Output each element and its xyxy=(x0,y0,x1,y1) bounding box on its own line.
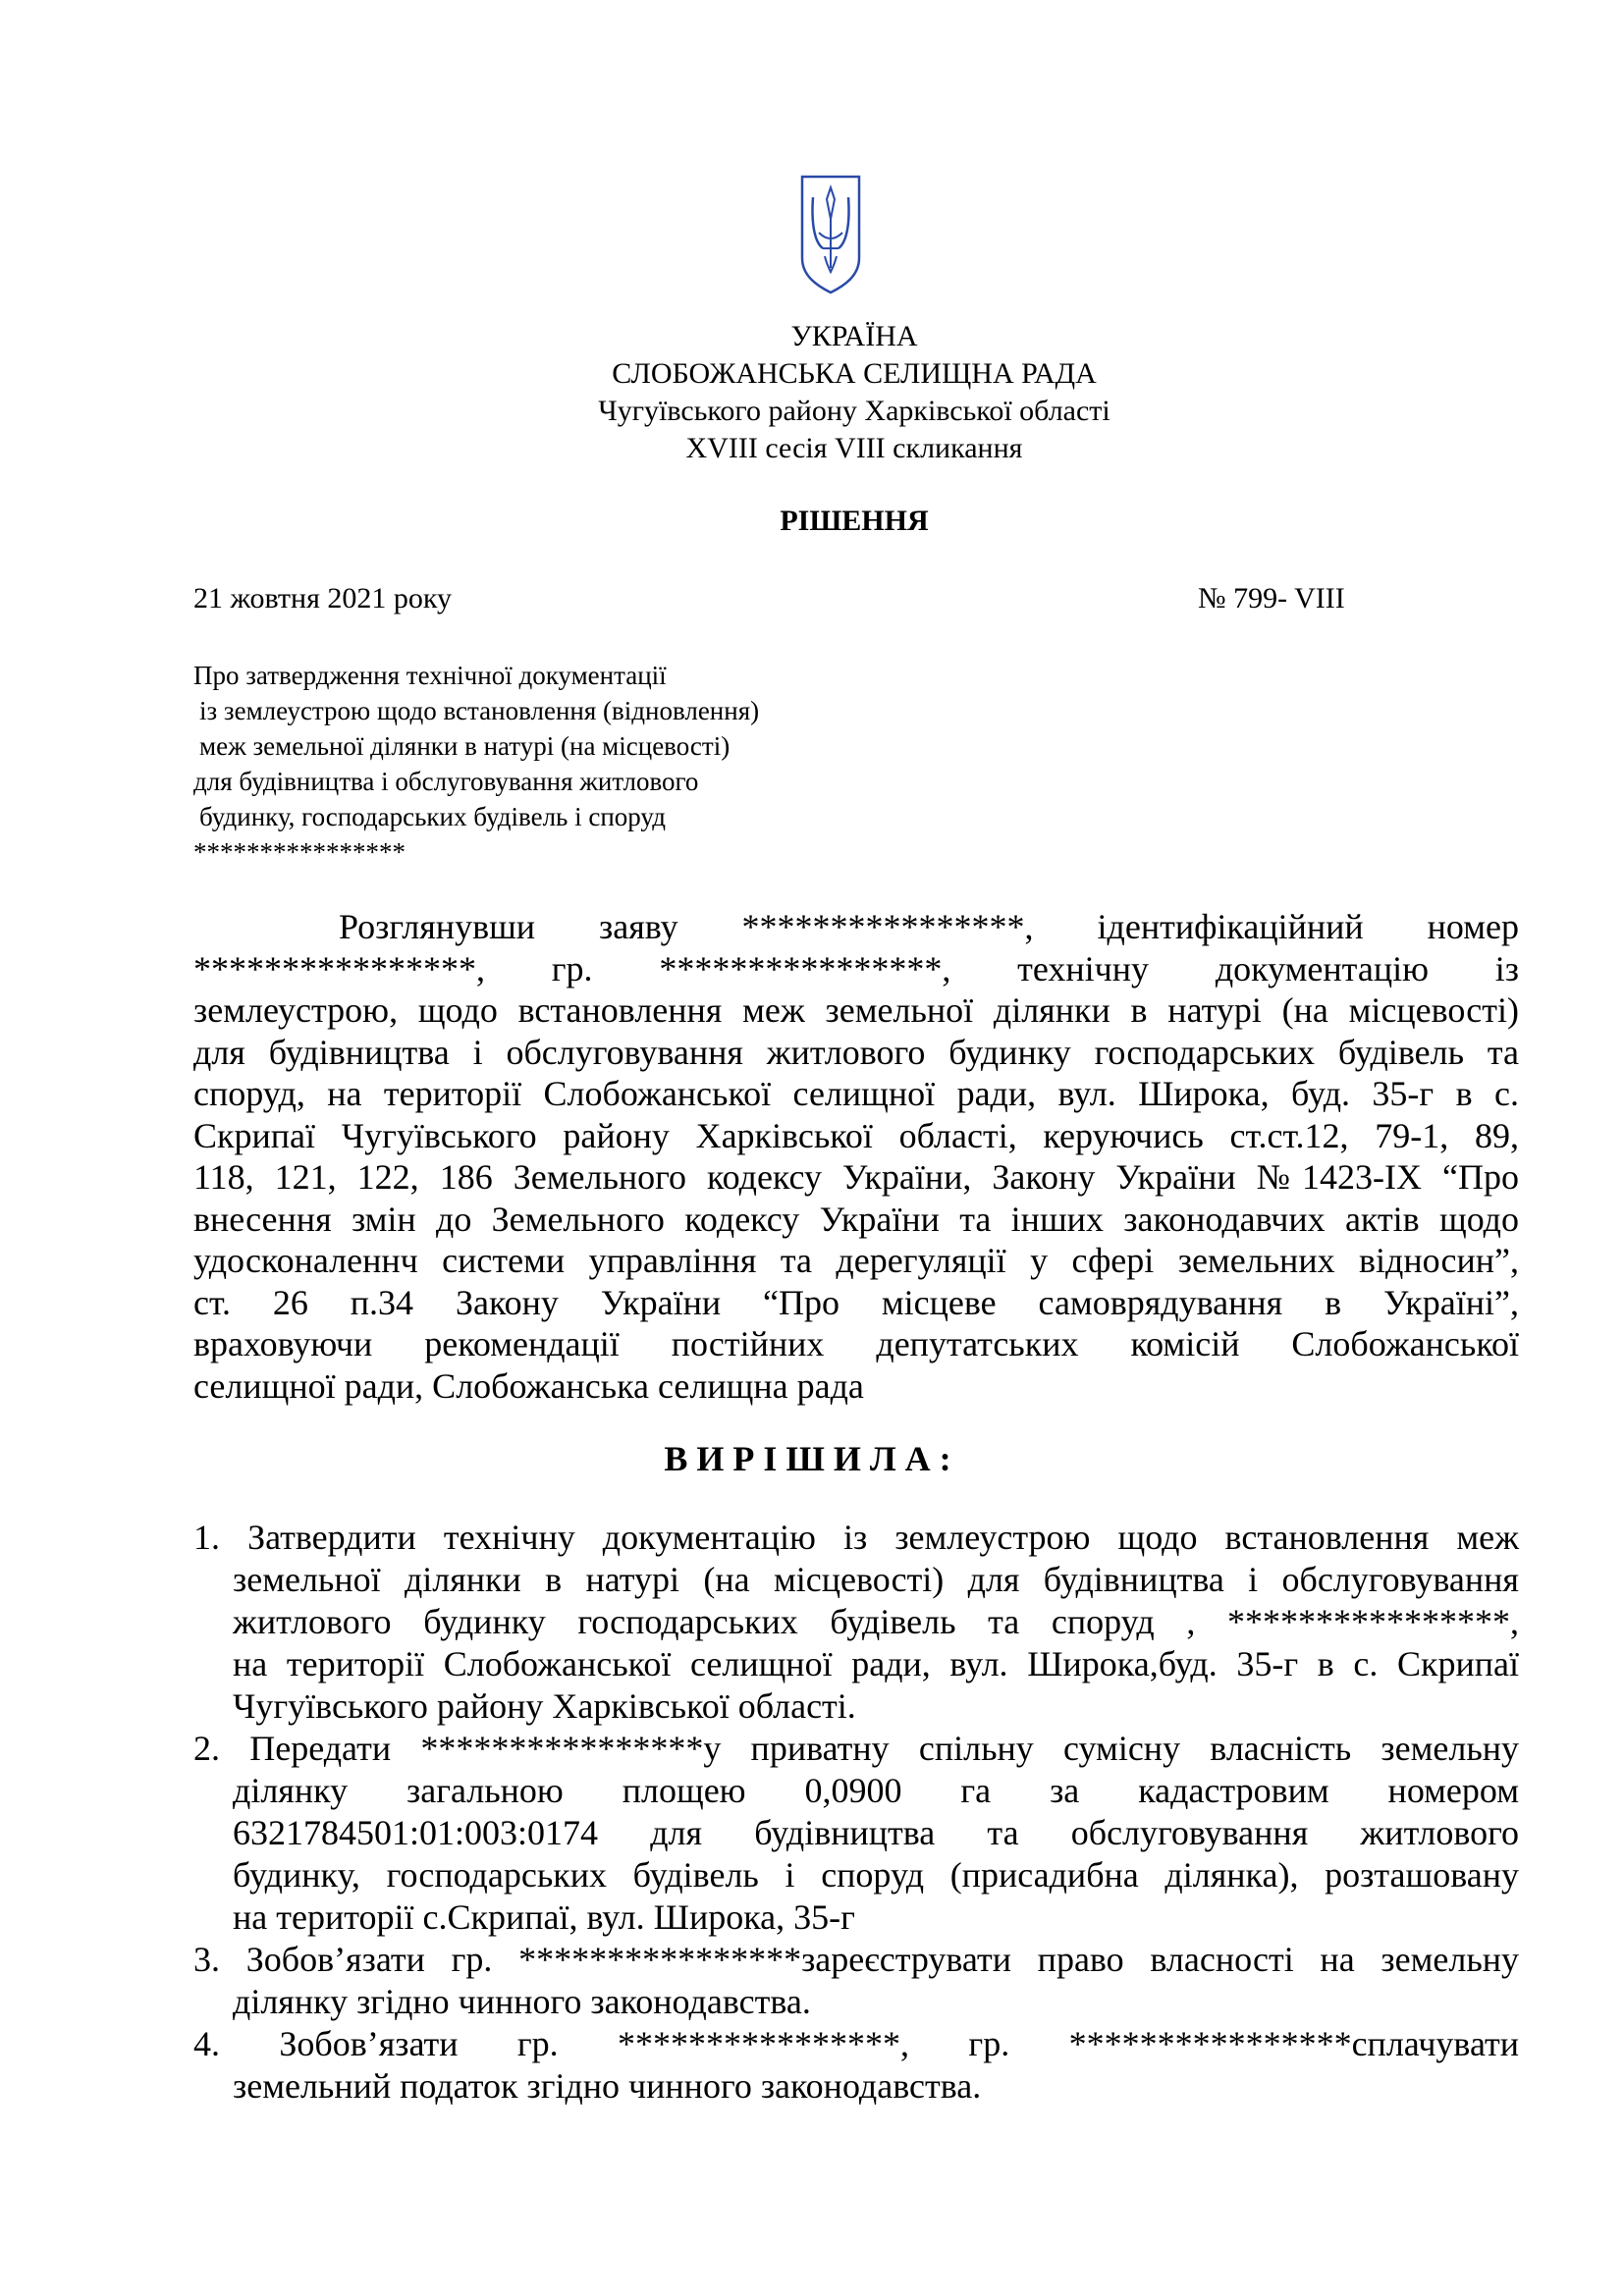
item-line: на території с.Скрипаї, вул. Широка, 35-г xyxy=(233,1897,855,1937)
item-line: земельний податок згідно чинного законодавства. xyxy=(233,2066,982,2106)
decision-date: 21 жовтня 2021 року xyxy=(193,582,453,614)
subject-line: будинку, господарських будівель і споруд xyxy=(199,802,666,831)
item-line: 6321784501:01:003:0174 для будівництва та обслуговування житлового xyxy=(233,1813,1519,1852)
decided-heading: ВИРІШИЛА: xyxy=(664,1439,960,1478)
item-line: житлового будинку господарських будівель та споруд , ****************, xyxy=(233,1602,1519,1641)
preamble-paragraph xyxy=(193,906,1519,1407)
subject-line: для будівництва і обслуговування житлового xyxy=(193,767,699,796)
preamble-line: ****************, гр. ****************, технічну документацію із xyxy=(193,948,1519,988)
preamble-line: для будівництва і обслуговування житлового будинку господарських будівель та xyxy=(193,1032,1519,1072)
item-line: ділянку згідно чинного законодавства. xyxy=(233,1982,811,2021)
item-line: 3. Зобов’язати гр. ****************зареєструвати право власності на земельну xyxy=(193,1940,1519,1979)
preamble-line: 118, 121, 122, 186 Земельного кодексу України, Закону України №1423-IX “Про xyxy=(193,1157,1519,1197)
preamble-line: враховуючи рекомендації постійних депутатських комісій Слобожанської xyxy=(193,1324,1519,1363)
preamble-line: Скрипаї Чугуївського району Харківської області, керуючись ст.ст.12, 79-1, 89, xyxy=(193,1115,1519,1155)
item-line: будинку, господарських будівель і споруд (присадибна ділянка), розташовану xyxy=(233,1855,1519,1895)
header-council: СЛОБОЖАНСЬКА СЕЛИЩНА РАДА xyxy=(612,357,1097,390)
item-line: ділянку загальною площею 0,0900 га за кадастровим номером xyxy=(233,1771,1519,1810)
list-item xyxy=(193,1939,1519,2023)
list-item xyxy=(193,1517,1519,1728)
item-line: 2. Передати ****************у приватну спільну сумісну власність земельну xyxy=(193,1729,1519,1768)
decision-subject xyxy=(193,658,759,870)
subject-line: **************** xyxy=(193,837,406,867)
document-title: РІШЕННЯ xyxy=(780,505,929,537)
list-item xyxy=(193,1728,1519,1939)
subject-line: із землеустрою щодо встановлення (відновлення) xyxy=(199,696,760,725)
preamble-line: внесення змін до Земельного кодексу України та інших законодавчих актів щодо xyxy=(193,1199,1519,1239)
decision-items xyxy=(193,1517,1519,2108)
list-item xyxy=(193,2023,1519,2108)
decision-number: № 799- VIII xyxy=(1198,582,1345,614)
subject-line: меж земельної ділянки в натурі (на місцевості) xyxy=(199,731,731,761)
preamble-line: споруд, на території Слобожанської селищної ради, вул. Широка, буд. 35-г в с. xyxy=(193,1074,1519,1113)
coat-of-arms-icon xyxy=(799,174,862,295)
header-country: УКРАЇНА xyxy=(790,320,918,352)
item-line: Чугуївського району Харківської області. xyxy=(233,1686,856,1726)
item-line: 1. Затвердити технічну документацію із землеустрою щодо встановлення меж xyxy=(193,1518,1519,1557)
preamble-line: землеустрою, щодо встановлення меж земельної ділянки в натурі (на місцевості) xyxy=(193,990,1519,1030)
preamble-line: удосконаленнч системи управління та дерегуляції у сфері земельних відносин”, xyxy=(193,1241,1519,1280)
item-line: 4. Зобов’язати гр. ****************, гр. ****************сплачувати xyxy=(193,2024,1519,2063)
header-district: Чугуївського району Харківської області xyxy=(598,395,1110,427)
subject-line: Про затвердження технічної документації xyxy=(193,661,667,690)
item-line: на території Слобожанської селищної ради, вул. Широка,буд. 35-г в с. Скрипаї xyxy=(233,1644,1519,1683)
preamble-line: ст. 26 п.34 Закону України “Про місцеве самоврядування в Україні”, xyxy=(193,1282,1519,1322)
header-session: XVIII сесія VIII скликання xyxy=(685,432,1023,464)
item-line: земельної ділянки в натурі (на місцевості) для будівництва і обслуговування xyxy=(233,1560,1519,1599)
preamble-line: Розглянувши заяву ****************, ідентифікаційний номер xyxy=(339,907,1519,946)
preamble-line: селищної ради, Слобожанська селищна рада xyxy=(193,1365,864,1406)
